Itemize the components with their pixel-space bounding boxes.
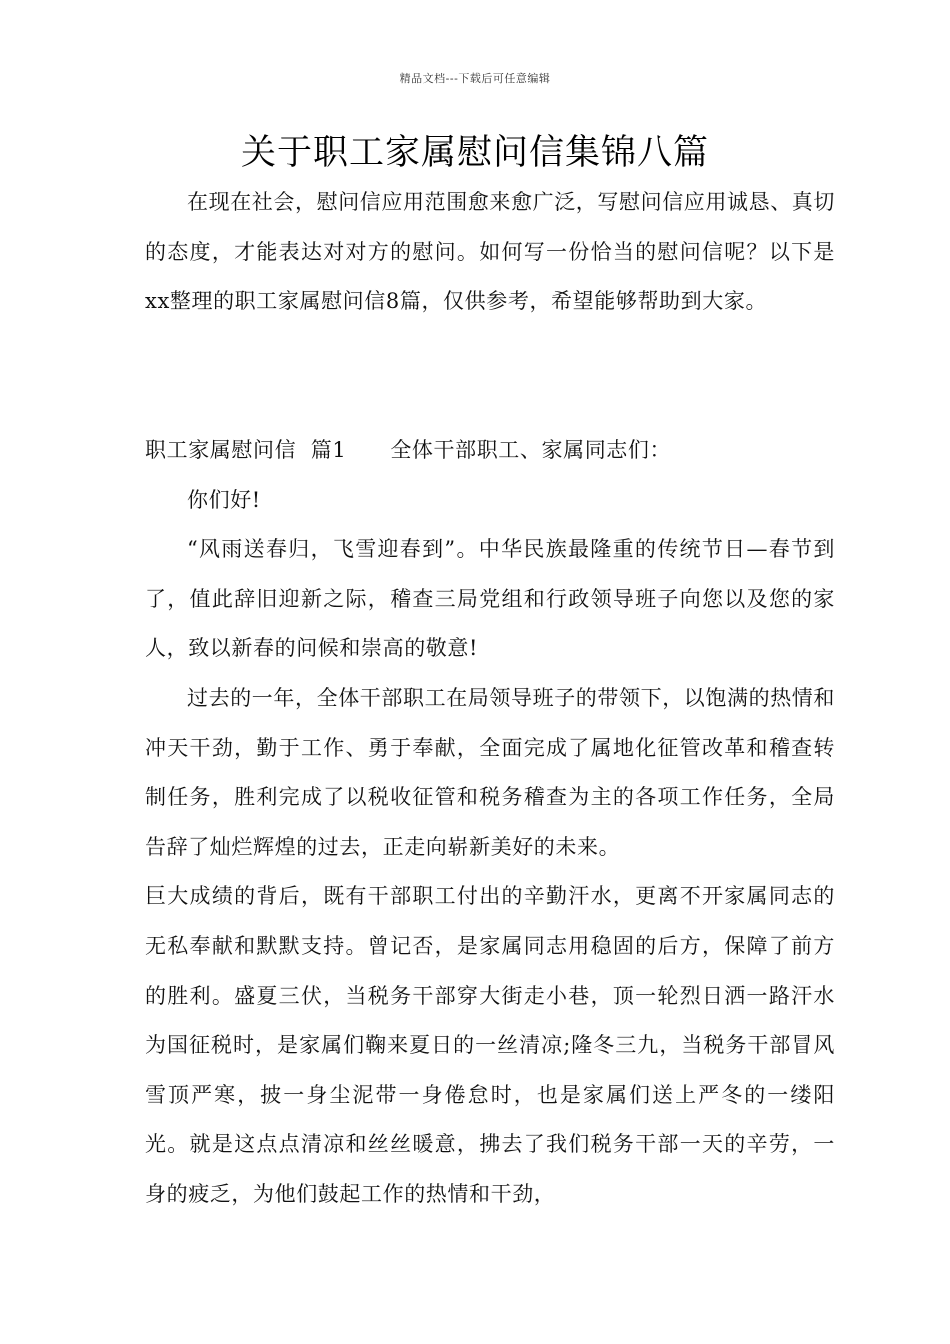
body-paragraph: 巨大成绩的背后，既有干部职工付出的辛勤汗水，更离不开家属同志的无私奉献和默默支持。曾记否，是家属同志用稳固的后方，保障了前方的胜利。盛夏三伏，当税务干部穿大街走小巷，顶一轮烈日洒一路汗水为国征税时，是家属们鞠来夏日的一丝清凉;隆冬三九，当税务干部冒风雪顶严寒，披一身尘泥带一身倦怠时，也是家属们送上严冬的一缕阳光。就是这点点清凉和丝丝暖意，拂去了我们税务干部一天的辛劳，一身的疲乏，为他们鼓起工作的热情和干劲， [145, 884, 835, 1206]
section-1 [145, 426, 835, 1220]
intro-paragraph: 在现在社会，慰问信应用范围愈来愈广泛，写慰问信应用诚恳、真切的态度，才能表达对对方的慰问。如何写一份恰当的慰问信呢？以下是xx整理的职工家属慰问信8篇，仅供参考，希望能够帮助到大家。 [145, 190, 835, 314]
salutation: 全体干部职工、家属同志们： [390, 438, 672, 462]
intro-block [145, 178, 835, 327]
section-heading: 职工家属慰问信 篇1 [145, 438, 347, 462]
greeting: 你们好! [187, 487, 261, 512]
body-paragraph: “风雨送春归，飞雪迎春到”。中华民族最隆重的传统节日—春节到了，值此辞旧迎新之际，稽查三局党组和行政领导班子向您以及您的家人，致以新春的问候和崇高的敬意! [145, 537, 835, 661]
body-paragraph: 过去的一年，全体干部职工在局领导班子的带领下，以饱满的热情和冲天干劲，勤于工作、勇于奉献，全面完成了属地化征管改革和稽查转制任务，胜利完成了以税收征管和税务稽查为主的各项工作任务，全局告辞了灿烂辉煌的过去，正走向崭新美好的未来。 [145, 685, 835, 859]
document-title: 关于职工家属慰问信集锦八篇 [240, 133, 709, 173]
section-heading-row [145, 426, 835, 476]
page-header: 精品文档---下载后可任意编辑 [399, 72, 551, 85]
